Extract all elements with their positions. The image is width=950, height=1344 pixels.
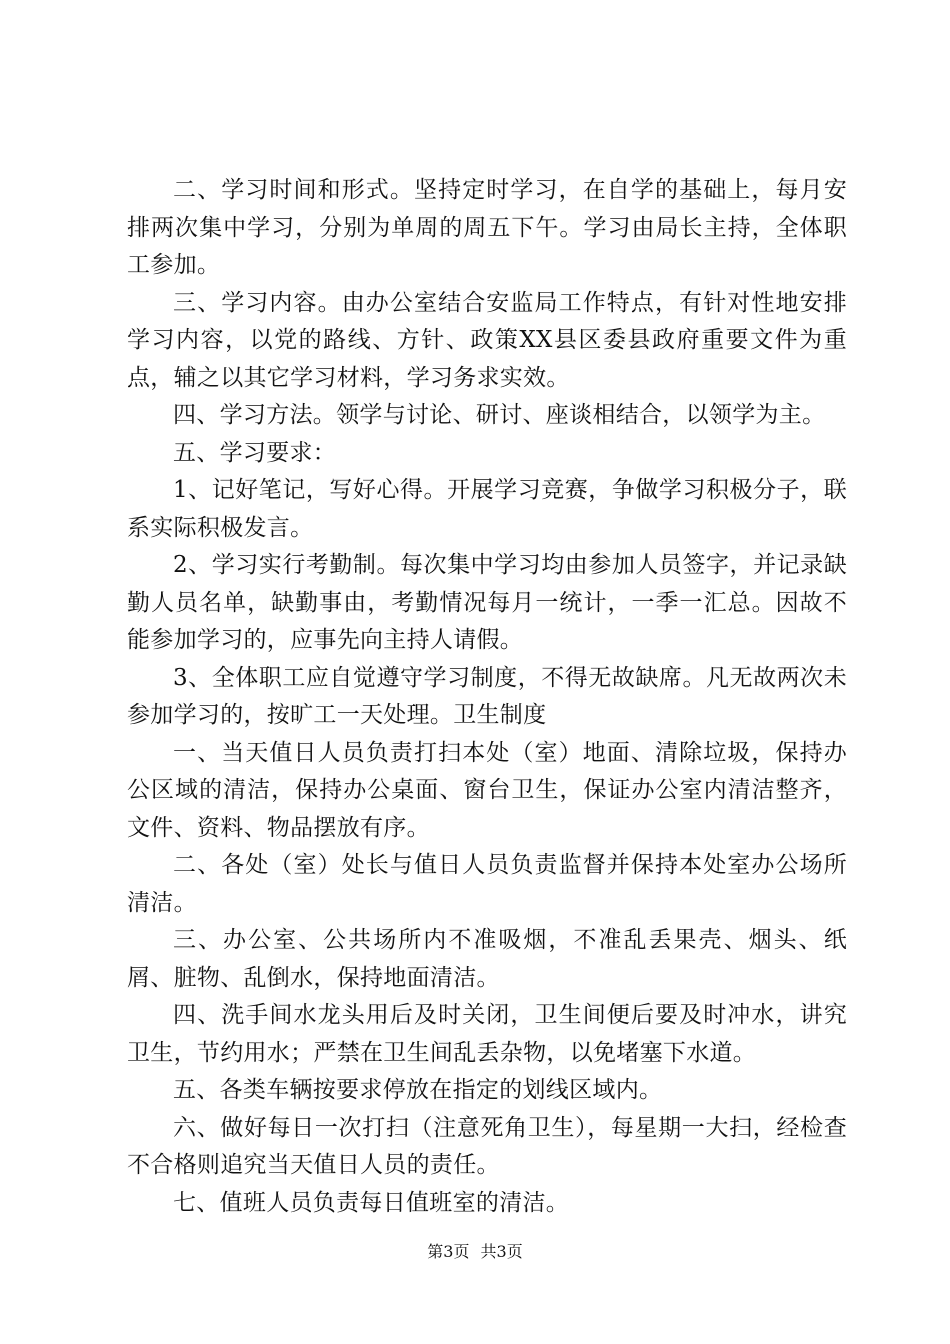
paragraph-hygiene-3: 三、办公室、公共场所内不准吸烟，不准乱丢果壳、烟头、纸屑、脏物、乱倒水，保持地面清洁。 [127, 927, 847, 991]
paragraph-study-method: 四、学习方法。领学与讨论、研讨、座谈相结合，以领学为主。 [173, 402, 826, 428]
paragraph-hygiene-4: 四、洗手间水龙头用后及时关闭，卫生间便后要及时冲水，讲究卫生，节约用水；严禁在卫生间乱丢杂物，以免堵塞下水道。 [127, 1002, 847, 1066]
paragraph-hygiene-7: 七、值班人员负责每日值班室的清洁。 [173, 1189, 570, 1216]
page-number-total: 共3页 [480, 1242, 523, 1261]
document-body [127, 172, 847, 1222]
paragraph-study-requirements: 五、学习要求： [173, 439, 337, 466]
page-footer [0, 1242, 950, 1262]
paragraph-study-time: 二、学习时间和形式。坚持定时学习，在自学的基础上，每月安排两次集中学习，分别为单周的周五下午。学习由局长主持，全体职工参加。 [127, 177, 847, 278]
paragraph-requirement-3: 3、全体职工应自觉遵守学习制度，不得无故缺席。凡无故两次未参加学习的，按旷工一天处理。卫生制度 [127, 664, 847, 728]
paragraph-study-content: 三、学习内容。由办公室结合安监局工作特点，有针对性地安排学习内容，以党的路线、方针、政策XX县区委县政府重要文件为重点，辅之以其它学习材料，学习务求实效。 [127, 289, 847, 391]
paragraph-requirement-2: 2、学习实行考勤制。每次集中学习均由参加人员签字，并记录缺勤人员名单，缺勤事由，考勤情况每月一统计，一季一汇总。因故不能参加学习的，应事先向主持人请假。 [127, 552, 847, 653]
page-number-current: 第3页 [427, 1242, 470, 1261]
paragraph-hygiene-6: 六、做好每日一次打扫（注意死角卫生），每星期一大扫，经检查不合格则追究当天值日人员的责任。 [127, 1114, 847, 1178]
paragraph-requirement-1: 1、记好笔记，写好心得。开展学习竞赛，争做学习积极分子，联系实际积极发言。 [127, 477, 847, 541]
paragraph-hygiene-5: 五、各类车辆按要求停放在指定的划线区域内。 [173, 1077, 663, 1103]
paragraph-hygiene-2: 二、各处（室）处长与值日人员负责监督并保持本处室办公场所清洁。 [127, 852, 847, 916]
paragraph-hygiene-1: 一、当天值日人员负责打扫本处（室）地面、清除垃圾，保持办公区域的清洁，保持办公桌面、窗台卫生，保证办公室内清洁整齐，文件、资料、物品摆放有序。 [127, 739, 847, 841]
